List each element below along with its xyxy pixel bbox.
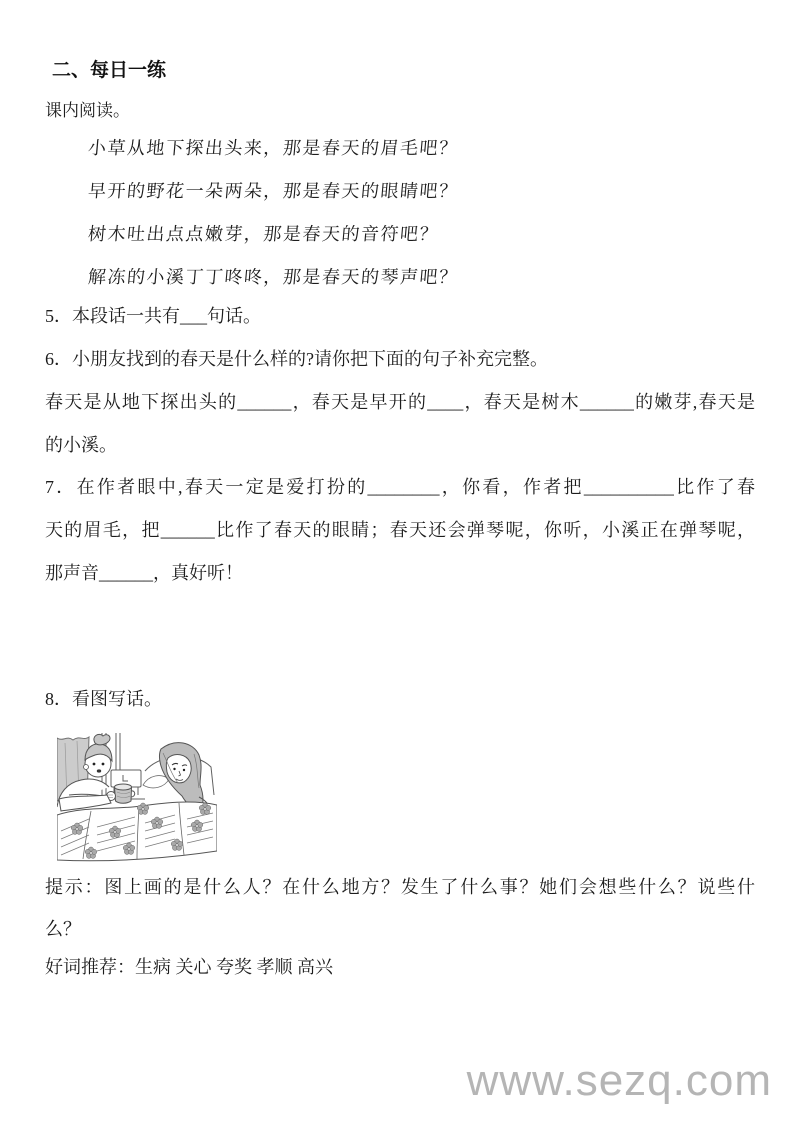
cup-icon: [107, 784, 135, 803]
passage-line: 小草从地下探出头来，那是春天的眉毛吧？: [87, 138, 460, 158]
hint-line: 么？: [45, 919, 81, 939]
hint-line: 提示：图上画的是什么人？在什么地方？发生了什么事？她们会想些什么？说些什: [45, 877, 755, 897]
passage-line: 早开的野花一朵两朵，那是春天的眼睛吧？: [87, 181, 460, 201]
question-6-fill-line: 的小溪。: [45, 435, 117, 455]
question-7-line: 天的眉毛，把______比作了春天的眼睛；春天还会弹琴呢，你听，小溪正在弹琴呢，: [45, 520, 755, 540]
quilt-icon: [57, 795, 217, 861]
question-7-line: 7．在作者眼中,春天一定是爱打扮的________，你看，作者把__________比作了春: [45, 477, 755, 497]
section-heading: 二、每日一练: [52, 60, 167, 81]
question-8: 8．看图写话。: [45, 689, 162, 709]
bedside-scene-illustration: [57, 733, 217, 863]
word-suggestions: 好词推荐：生病 关心 夸奖 孝顺 高兴: [45, 957, 333, 977]
watermark: www.sezq.com: [466, 1056, 772, 1105]
passage-line: 树木吐出点点嫩芽，那是春天的音符吧？: [87, 224, 440, 244]
passage-line: 解冻的小溪丁丁咚咚，那是春天的琴声吧？: [87, 267, 460, 287]
intro-text: 课内阅读。: [45, 101, 130, 120]
question-7-line: 那声音______，真好听！: [45, 563, 243, 583]
question-6: 6．小朋友找到的春天是什么样的?请你把下面的句子补充完整。: [45, 349, 548, 369]
question-5: 5．本段话一共有___句话。: [45, 306, 261, 326]
question-6-fill-line: 春天是从地下探出头的______，春天是早开的____，春天是树木______的嫩芽,春天是: [45, 392, 755, 412]
